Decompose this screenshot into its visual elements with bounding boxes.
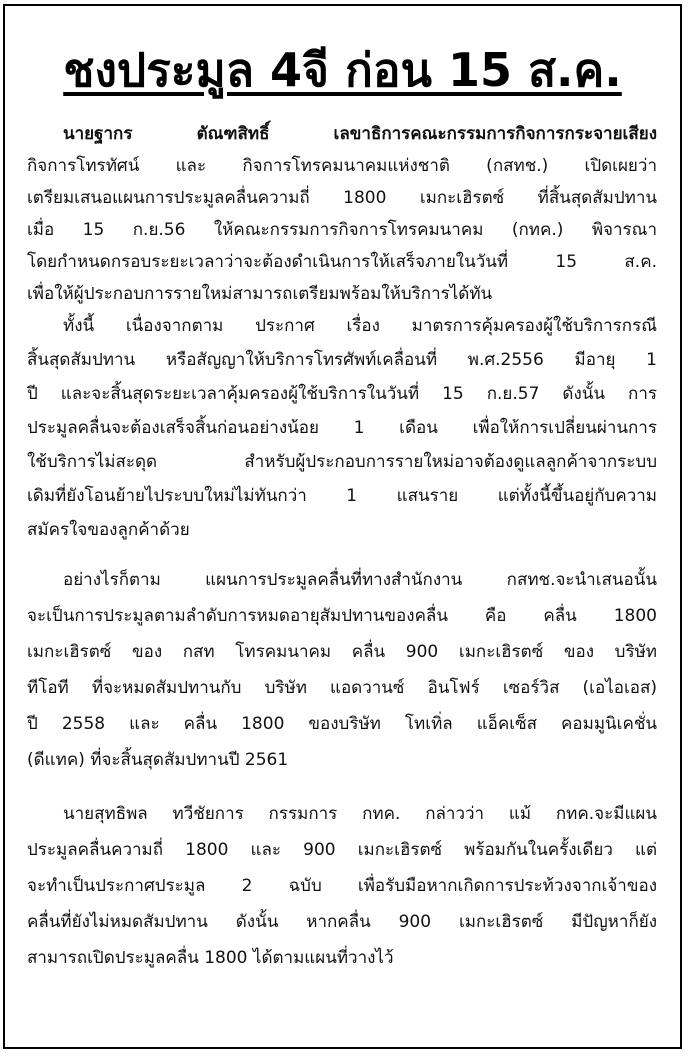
paragraph-3-line-1: อย่างไรก็ตาม แผนการประมูลคลื่นที่ทางสำนักงาน กสทช.จะนำเสนอนั้น	[63, 570, 657, 590]
paragraph-2-line-3: ปี และจะสิ้นสุดระยะเวลาคุ้มครองผู้ใช้บริการในวันที่ 15 ก.ย.57 ดังนั้น การ	[27, 384, 657, 404]
news-clipping-frame	[3, 4, 682, 1049]
paragraph-2-line-2: สิ้นสุดสัมปทาน หรือสัญญาให้บริการโทรศัพท์เคลื่อนที่ พ.ศ.2556 มีอายุ 1	[27, 350, 657, 370]
paragraph-4-line-2: ประมูลคลื่นความถี่ 1800 และ 900 เมกะเฮิรตซ์ พร้อมกันในครั้งเดียว แต่	[27, 840, 657, 860]
paragraph-4-line-5: สามารถเปิดประมูลคลื่น 1800 ได้ตามแผนที่วางไว้	[27, 948, 394, 968]
paragraph-3-line-3: เมกะเฮิรตซ์ ของ กสท โทรคมนาคม คลื่น 900 เมกะเฮิรตซ์ ของ บริษัท	[27, 642, 657, 662]
paragraph-3-line-6: (ดีแทค) ที่จะสิ้นสุดสัมปทานปี 2561	[27, 750, 289, 770]
paragraph-1-line-2: กิจการโทรทัศน์ และ กิจการโทรคมนาคมแห่งชาติ (กสทช.) เปิดเผยว่า	[27, 156, 657, 176]
paragraph-4-line-4: คลื่นที่ยังไม่หมดสัมปทาน ดังนั้น หากคลื่น 900 เมกะเฮิรตซ์ มีปัญหาก็ยัง	[27, 912, 657, 932]
paragraph-4-line-3: จะทำเป็นประกาศประมูล 2 ฉบับ เพื่อรับมือหากเกิดการประท้วงจากเจ้าของ	[27, 876, 657, 896]
headline-text: ชงประมูล 4จี ก่อน 15 ส.ค.	[63, 43, 622, 97]
paragraph-3-line-5: ปี 2558 และ คลื่น 1800 ของบริษัท โทเทิ่ล แอ็คเซ็ส คอมมูนิเคชั่น	[27, 714, 657, 734]
paragraph-2-line-1: ทั้งนี้ เนื่องจากตาม ประกาศ เรื่อง มาตรการคุ้มครองผู้ใช้บริการกรณี	[63, 316, 657, 336]
paragraph-1-line-4: เมื่อ 15 ก.ย.56 ให้คณะกรรมการกิจการโทรคมนาคม (กทค.) พิจารณา	[27, 220, 657, 240]
paragraph-3-line-4: ทีโอที ที่จะหมดสัมปทานกับ บริษัท แอดวานซ์ อินโฟร์ เซอร์วิส (เอไอเอส)	[27, 678, 657, 698]
paragraph-1-line-1: นายฐากร ตัณฑสิทธิ์ เลขาธิการคณะกรรมการกิจการกระจายเสียง	[63, 124, 657, 144]
paragraph-2-line-7: สมัครใจของลูกค้าด้วย	[27, 520, 190, 540]
paragraph-2-line-4: ประมูลคลื่นจะต้องเสร็จสิ้นก่อนอย่างน้อย 1 เดือน เพื่อให้การเปลี่ยนผ่านการ	[27, 418, 657, 438]
paragraph-2-line-5: ใช้บริการไม่สะดุด สำหรับผู้ประกอบการรายใหม่อาจต้องดูแลลูกค้าจากระบบ	[27, 452, 657, 472]
paragraph-2-line-6: เดิมที่ยังโอนย้ายไประบบใหม่ไม่ทันกว่า 1 แสนราย แต่ทั้งนี้ขึ้นอยู่กับความ	[27, 486, 657, 506]
paragraph-1-line-5: โดยกำหนดกรอบระยะเวลาว่าจะต้องดำเนินการให้เสร็จภายในวันที่ 15 ส.ค.	[27, 252, 657, 272]
paragraph-1-line-3: เตรียมเสนอแผนการประมูลคลื่นความถี่ 1800 เมกะเฮิรตซ์ ที่สิ้นสุดสัมปทาน	[27, 188, 657, 208]
headline	[5, 42, 680, 98]
paragraph-4-line-1: นายสุทธิพล ทวีชัยการ กรรมการ กทค. กล่าวว่า แม้ กทค.จะมีแผน	[63, 804, 657, 824]
paragraph-1-line-6: เพื่อให้ผู้ประกอบการรายใหม่สามารถเตรียมพร้อมให้บริการได้ทัน	[27, 284, 493, 304]
paragraph-3-line-2: จะเป็นการประมูลตามลำดับการหมดอายุสัมปทานของคลื่น คือ คลื่น 1800	[27, 606, 657, 626]
